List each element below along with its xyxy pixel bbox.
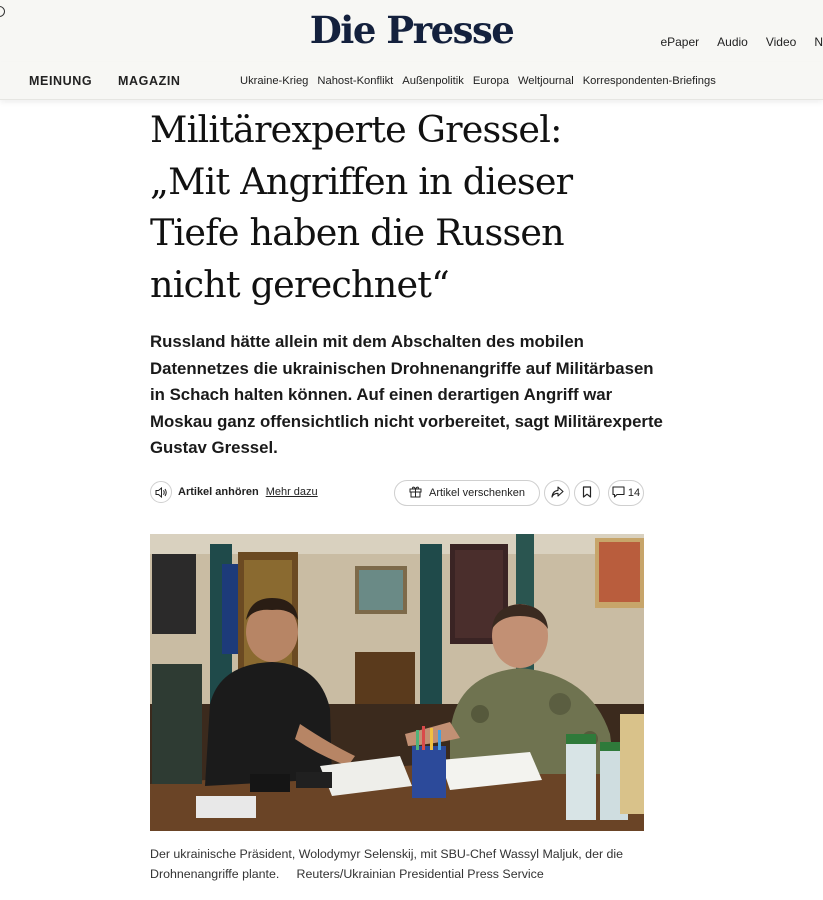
site-logo[interactable]: Die Presse xyxy=(309,8,514,52)
photo-credit: Reuters/Ukrainian Presidential Press Service xyxy=(296,867,544,881)
top-bar xyxy=(0,0,823,62)
share-button[interactable] xyxy=(544,480,570,506)
nav-item-magazin[interactable]: MAGAZIN xyxy=(118,74,181,88)
photo-illustration xyxy=(150,534,644,831)
gift-icon xyxy=(409,485,422,501)
comment-count: 14 xyxy=(627,487,641,499)
topic-weltjournal[interactable]: Weltjournal xyxy=(517,75,574,87)
section-nav xyxy=(0,62,823,100)
top-link-epaper[interactable]: ePaper xyxy=(660,35,700,49)
topic-ukraine-krieg[interactable]: Ukraine-Krieg xyxy=(240,75,309,87)
top-link-more[interactable]: N xyxy=(814,35,823,49)
title-line: nicht gerechnet“ xyxy=(150,262,450,306)
speaker-icon[interactable] xyxy=(150,481,172,503)
comments-button[interactable] xyxy=(608,480,644,506)
topic-korrespondenten-briefings[interactable]: Korrespondenten-Briefings xyxy=(582,75,716,87)
gift-article-button[interactable] xyxy=(394,480,540,506)
top-link-video[interactable]: Video xyxy=(765,35,797,49)
top-link-audio[interactable]: Audio xyxy=(717,35,748,49)
photo-caption xyxy=(150,844,670,884)
title-line: Tiefe haben die Russen xyxy=(150,211,564,254)
topic-aussenpolitik[interactable]: Außenpolitik xyxy=(402,75,464,87)
top-links xyxy=(642,35,823,49)
article-photo[interactable] xyxy=(150,534,644,831)
listen-control xyxy=(150,481,318,503)
gift-article-label: Artikel verschenken xyxy=(429,487,525,499)
share-icon xyxy=(551,486,564,501)
article-actions xyxy=(150,480,644,506)
nav-item-meinung[interactable]: MEINUNG xyxy=(29,74,93,88)
article-lead: Russland hätte allein mit dem Abschalten des mobilen Datennetzes die ukrainischen Drohnenangriffe auf Militärbasen in Schach halten können. Auf einen derartigen Angriff war Moskau ganz offensichtlich nicht vorbereitet, sagt Militärexperte Gustav Gressel. xyxy=(150,332,663,457)
topic-nav xyxy=(240,75,725,87)
title-line: Militärexperte Gressel: xyxy=(150,108,562,151)
title-line: „Mit Angriffen in dieser xyxy=(150,159,573,203)
topic-europa[interactable]: Europa xyxy=(472,75,509,87)
article-title xyxy=(150,104,670,310)
bookmark-icon xyxy=(582,486,592,501)
more-info-link[interactable]: Mehr dazu xyxy=(265,486,318,498)
caption-text: Der ukrainische Präsident, Wolodymyr Selenskij, mit SBU-Chef Wassyl Maljuk, der die Drohnenangriffe plante. xyxy=(150,847,624,881)
listen-button[interactable]: Artikel anhören xyxy=(178,486,259,498)
comment-icon xyxy=(612,486,625,501)
topic-nahost-konflikt[interactable]: Nahost-Konflikt xyxy=(317,75,394,87)
bookmark-button[interactable] xyxy=(574,480,600,506)
